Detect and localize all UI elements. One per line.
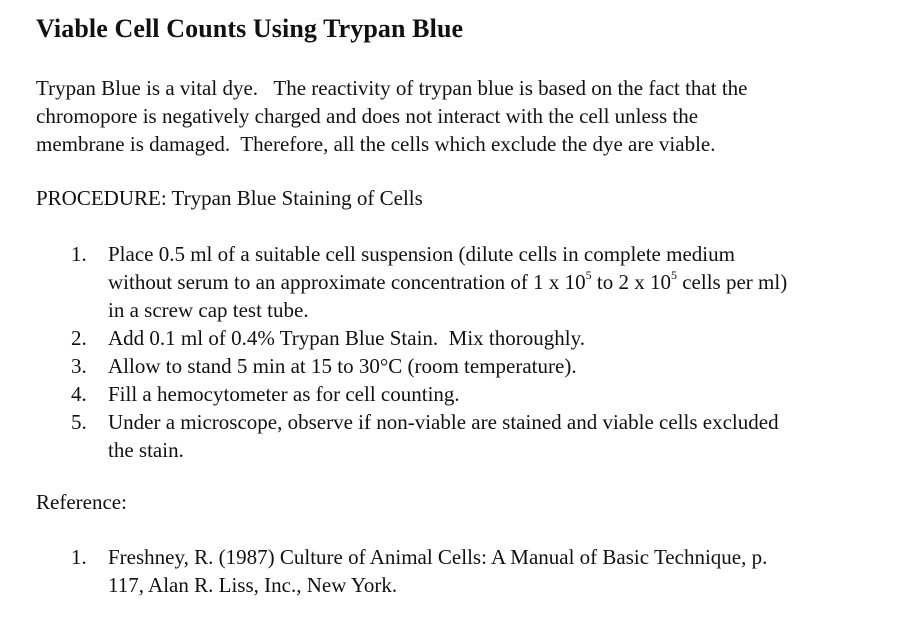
step-number: 3. [71,354,87,378]
step-text [108,324,920,352]
procedure-heading: PROCEDURE: Trypan Blue Staining of Cells [36,186,423,210]
list-item [0,380,920,408]
step-number: 2. [71,326,87,350]
intro-line: Trypan Blue is a vital dye. The reactivity of trypan blue is based on the fact that the [36,76,748,100]
step-line: the stain. [108,438,184,462]
step-line: Add 0.1 ml of 0.4% Trypan Blue Stain. Mix thoroughly. [108,326,585,350]
list-item [0,408,920,464]
document-title: Viable Cell Counts Using Trypan Blue [36,14,464,43]
step-number: 4. [71,382,87,406]
step-line: in a screw cap test tube. [108,298,309,322]
references-list [0,543,920,599]
list-item [0,240,920,324]
step-text [108,380,920,408]
step-text-segment: without serum to an approximate concentration of 1 x 10 [108,270,586,294]
list-item [0,324,920,352]
step-line: Allow to stand 5 min at 15 to 30°C (room temperature). [108,354,577,378]
reference-text [108,543,920,599]
step-line [108,268,920,296]
reference-number: 1. [71,545,87,569]
intro-line: chromopore is negatively charged and does not interact with the cell unless the [36,104,699,128]
step-text [108,352,920,380]
list-item [0,352,920,380]
step-text-segment: cells per ml) [676,270,788,294]
list-item [0,543,920,599]
step-line: Fill a hemocytometer as for cell counting. [108,382,460,406]
step-text [108,240,920,324]
step-text [108,408,920,464]
step-text-segment: to 2 x 10 [591,270,671,294]
step-line: Place 0.5 ml of a suitable cell suspension (dilute cells in complete medium [108,242,735,266]
reference-heading: Reference: [36,490,127,514]
step-line: Under a microscope, observe if non-viable are stained and viable cells excluded [108,410,779,434]
procedure-steps-list [0,240,920,464]
superscript: 5 [670,268,677,282]
step-number: 1. [71,242,87,266]
superscript: 5 [585,268,592,282]
reference-line: 117, Alan R. Liss, Inc., New York. [108,573,398,597]
intro-line: membrane is damaged. Therefore, all the cells which exclude the dye are viable. [36,132,716,156]
step-number: 5. [71,410,87,434]
intro-paragraph [36,74,748,158]
reference-line: Freshney, R. (1987) Culture of Animal Cells: A Manual of Basic Technique, p. [108,545,768,569]
